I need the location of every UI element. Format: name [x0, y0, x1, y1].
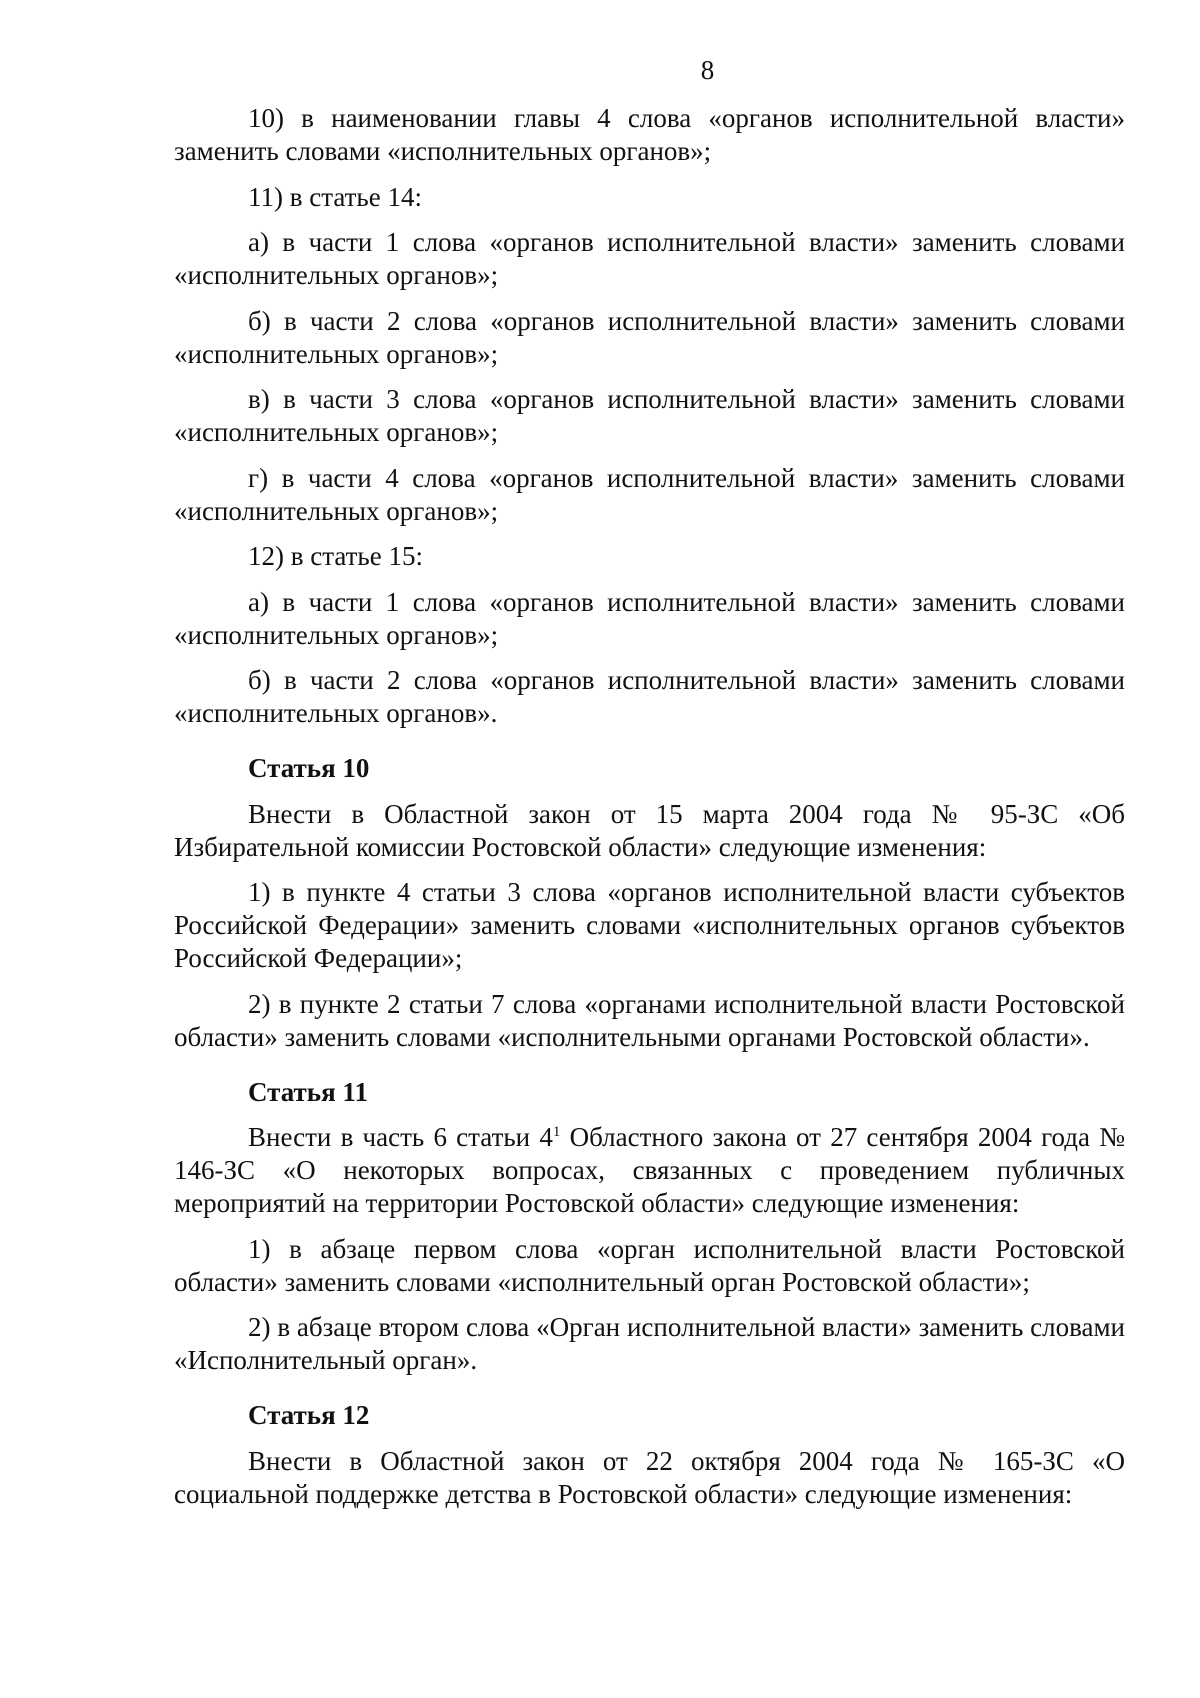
article-10-intro: Внести в Областной закон от 15 марта 2004 года № 95-ЗС «Об Избирательной комиссии Ростовской области» следующие изменения: [174, 798, 1125, 862]
article-heading-11: Статья 11 [248, 1076, 368, 1107]
article-11-intro [174, 1121, 1125, 1220]
paragraph-subitem-12b: б) в части 2 слова «органов исполнительной власти» заменить словами «исполнительных органов». [174, 665, 1125, 728]
paragraph-subitem-11g: г) в части 4 слова «органов исполнительной власти» заменить словами «исполнительных органов»; [174, 462, 1125, 526]
article-11-item-1: 1) в абзаце первом слова «орган исполнительной власти Ростовской области» заменить словами «исполнительный орган Ростовской области»; [174, 1233, 1125, 1297]
article-10-item-1: 1) в пункте 4 статьи 3 слова «органов исполнительной власти субъектов Российской Федерации» заменить словами «исполнительных органов субъектов Российской Федерации»; [174, 877, 1125, 973]
article-11-item-2: 2) в абзаце втором слова «Орган исполнительной власти» заменить словами «Исполнительный орган». [174, 1312, 1125, 1375]
paragraph-item-12: 12) в статье 15: [248, 541, 423, 571]
article-11-intro-start: Внести в часть 6 статьи 4 [248, 1122, 553, 1152]
paragraph-item-11: 11) в статье 14: [248, 181, 422, 212]
paragraph-subitem-11v: в) в части 3 слова «органов исполнительной власти» заменить словами «исполнительных органов»; [174, 384, 1125, 447]
article-10-item-2: 2) в пункте 2 статьи 7 слова «органами исполнительной власти Ростовской области» заменить словами «исполнительными органами Ростовской области». [174, 988, 1125, 1052]
superscript-number: 1 [552, 1124, 561, 1140]
article-11-intro-rest: Областного закона от 27 сентября 2004 года № 146-ЗС «О некоторых вопросах, связанных с проведением публичных мероприятий на территории Ростовской области» следующие изменения: [174, 1122, 1125, 1218]
paragraph-subitem-12a: а) в части 1 слова «органов исполнительной власти» заменить словами «исполнительных органов»; [174, 586, 1125, 650]
paragraph-subitem-11b: б) в части 2 слова «органов исполнительной власти» заменить словами «исполнительных органов»; [174, 305, 1125, 369]
paragraph-item-10: 10) в наименовании главы 4 слова «органов исполнительной власти» заменить словами «исполнительных органов»; [174, 103, 1125, 166]
page-number: 8 [700, 55, 715, 85]
article-12-intro: Внести в Областной закон от 22 октября 2004 года № 165-ЗС «О социальной поддержке детства в Ростовской области» следующие изменения: [174, 1445, 1125, 1509]
paragraph-subitem-11a: а) в части 1 слова «органов исполнительной власти» заменить словами «исполнительных органов»; [174, 227, 1125, 290]
article-heading-12: Статья 12 [248, 1400, 370, 1430]
article-heading-10: Статья 10 [248, 753, 370, 783]
